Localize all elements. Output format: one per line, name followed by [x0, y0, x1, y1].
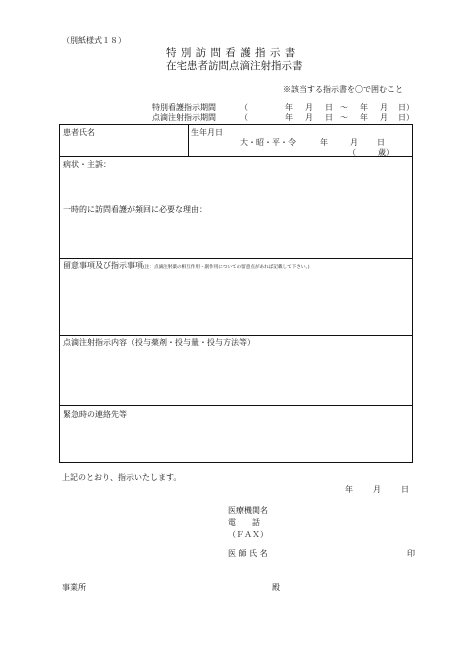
instructions-note: (注：点滴注射薬の相互作用・副作用についての留意点があれば記載して下さい。) — [143, 265, 310, 270]
date-month-label: 月 — [373, 485, 381, 494]
iv-instructions-label: 点滴注射指示内容（投与薬剤・投与量・投与方法等） — [63, 338, 255, 347]
patient-name-label: 患者氏名 — [63, 128, 95, 137]
document-title: 特 別 訪 問 看 護 指 示 書 — [166, 47, 296, 59]
birth-date-label: 生年月日 — [191, 128, 223, 137]
period-label: 点滴注射指示期間 — [152, 113, 216, 122]
instruction-note: ※該当する指示書を〇で囲むこと — [283, 85, 403, 94]
divider — [60, 405, 412, 406]
closing-statement: 上記のとおり、指示いたします。 — [62, 473, 182, 482]
condition-field[interactable] — [61, 169, 411, 257]
instructions-label: 留意事項及び指示事項(注：点滴注射薬の相互作用・副作用についての留意点があれば記載して下さい。) — [63, 261, 310, 270]
condition-label: 病状・主訴： — [63, 160, 111, 169]
frequent-visit-reason-label: 一時的に訪問看護が頻回に必要な理由： — [63, 205, 207, 214]
instruction-form-table: 患者氏名 生年月日 大・昭・平・令 年 月 日 （ 歳） 病状・主訴： 一時的に訪問看護が頻回に必要な理由： 留意事項及び指示事項(注：点滴注射薬の相互作用・副作用についての留意点があれば記載して下さい。) 点滴注射指示内容（投与薬剤・投与量・投与方法等） 緊急時の連絡先等 — [59, 124, 413, 463]
seal-mark: 印 — [407, 549, 415, 558]
phone-label: 電 話 — [228, 518, 260, 527]
emergency-contact-field[interactable] — [61, 419, 411, 461]
form-number: （別紙様式１８） — [62, 36, 126, 45]
patient-name-field[interactable] — [61, 137, 187, 155]
divider — [60, 335, 412, 336]
era-options[interactable]: 大・昭・平・令 — [240, 138, 296, 147]
instructions-field[interactable] — [61, 271, 411, 334]
document-subtitle: 在宅患者訪問点滴注射指示書 — [166, 60, 303, 72]
emergency-contact-label: 緊急時の連絡先等 — [63, 410, 127, 419]
honorific-label: 殿 — [272, 583, 280, 592]
iv-instructions-field[interactable] — [61, 347, 411, 404]
divider — [188, 125, 189, 156]
doctor-name-label: 医 師 氏 名 — [228, 549, 268, 558]
divider — [60, 258, 412, 259]
age-label: 歳） — [378, 148, 394, 157]
date-day-label: 日 — [401, 485, 409, 494]
date-year-label: 年 — [345, 485, 353, 494]
period-label: 特別看護指示期間 — [152, 103, 216, 112]
institution-name-label: 医療機関名 — [228, 506, 268, 515]
office-label: 事業所 — [62, 583, 86, 592]
fax-label: （ＦＡＸ） — [228, 530, 268, 539]
divider — [60, 156, 412, 157]
